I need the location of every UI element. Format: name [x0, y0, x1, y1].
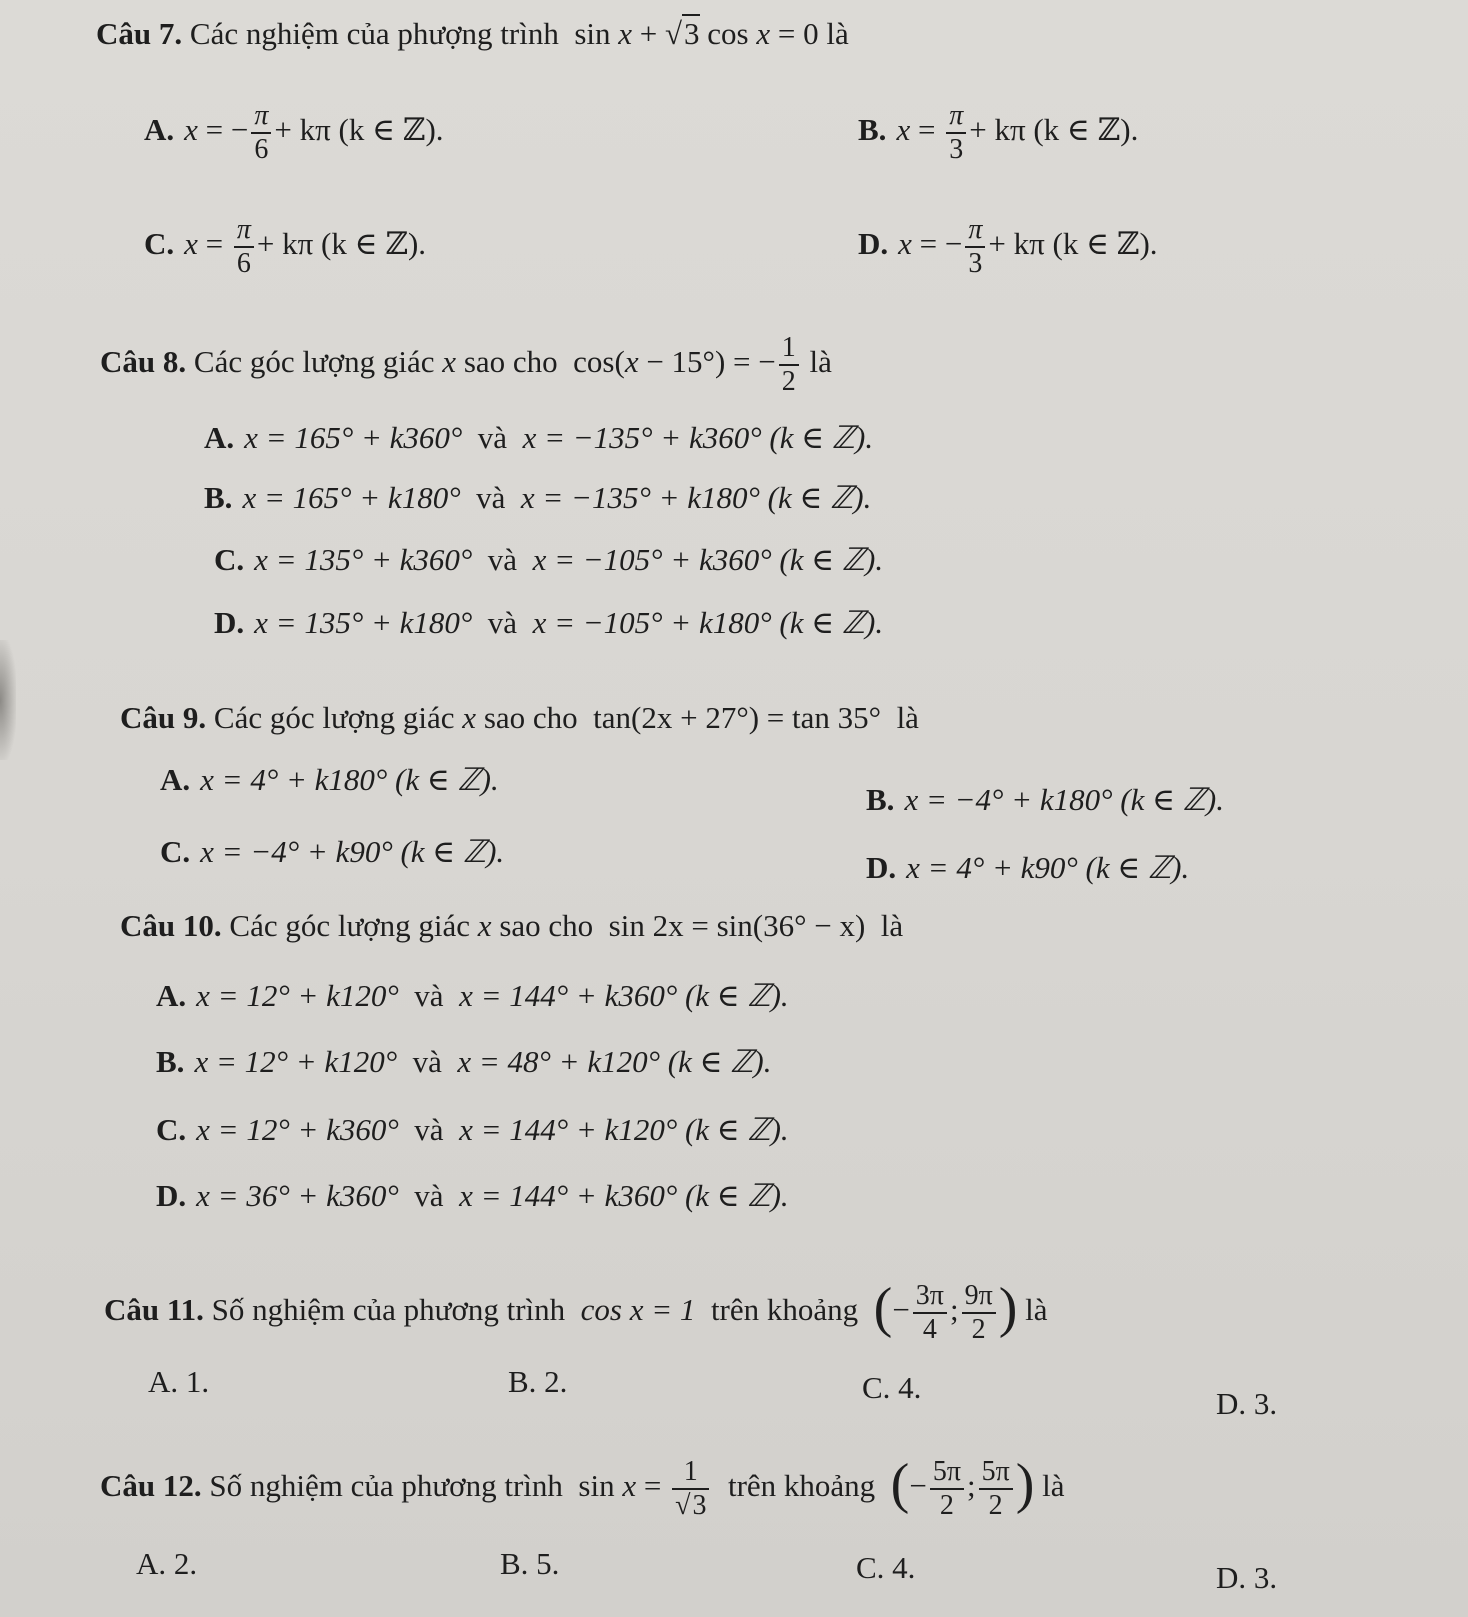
q9-c-label: C. [160, 834, 191, 869]
q8-b-label: B. [204, 480, 233, 515]
q10-b-and: và [412, 1044, 442, 1079]
q9-title: Câu 9. [120, 700, 207, 735]
q7-c-label: C. [144, 226, 175, 262]
q7-b-label: B. [858, 112, 887, 148]
q7-c-suffix: + kπ (k ∈ ℤ). [256, 226, 427, 262]
q9-option-b[interactable] [866, 780, 1224, 820]
q10-option-b[interactable] [156, 1042, 771, 1082]
q8-b-first: x = 165° + k180° [242, 480, 461, 515]
q10-d-second: x = 144° + k360° (k ∈ ℤ). [459, 1178, 789, 1213]
q9-tail: là [896, 700, 919, 735]
q9-b-label: B. [866, 782, 895, 817]
q10-b-second: x = 48° + k120° (k ∈ ℤ). [457, 1044, 772, 1079]
q8-stem: Câu 8. Các góc lượng giác x sao cho cos(x − 15°) = − $\frac{1}{2}$ là [100, 332, 832, 397]
q7-c-fraction: $\frac{\pi}{6}$ [234, 214, 254, 280]
q11-option-a[interactable]: A. 1. [148, 1364, 210, 1399]
q9-option-a[interactable] [160, 760, 499, 800]
q11-interval: (− $\frac{3\pi}{4}$ ; $\frac{9\pi}{2}$ ) [873, 1277, 1018, 1345]
q10-option-c[interactable] [156, 1110, 789, 1150]
q8-option-a[interactable] [204, 418, 873, 458]
q9-a-label: A. [160, 762, 191, 797]
q9-option-d[interactable] [866, 848, 1189, 888]
q9-lead: Các góc lượng giác [213, 700, 455, 735]
q9-equation: tan(2x + 27°) = tan 35° [593, 700, 882, 735]
q12-mid: trên khoảng [727, 1468, 876, 1504]
q7-a-label: A. [144, 112, 175, 148]
q7-option-c[interactable]: C. x = $\frac{\pi}{6}$ + kπ (k ∈ ℤ). [144, 214, 427, 279]
q11-title: Câu 11. [104, 1292, 204, 1328]
q10-b-label: B. [156, 1044, 185, 1079]
q9-c-text: x = −4° + k90° (k ∈ ℤ). [200, 834, 505, 869]
q12-option-a[interactable]: A. 2. [136, 1546, 198, 1581]
q7-option-d[interactable]: D. x = − $\frac{\pi}{3}$ + kπ (k ∈ ℤ). [858, 214, 1158, 279]
q10-option-a[interactable] [156, 976, 789, 1016]
q8-c-and: và [487, 542, 518, 577]
q11-lead: Số nghiệm của phương trình [211, 1292, 566, 1328]
q12-title: Câu 12. [100, 1468, 202, 1504]
q10-a-label: A. [156, 978, 187, 1013]
q10-a-second: x = 144° + k360° (k ∈ ℤ). [459, 978, 789, 1013]
q8-d-first: x = 135° + k180° [254, 605, 473, 640]
q12-interval: (− $\frac{5\pi}{2}$ ; $\frac{5\pi}{2}$ ) [890, 1453, 1035, 1521]
q12-tail: là [1042, 1468, 1065, 1504]
q11-option-b[interactable]: B. 2. [508, 1364, 568, 1399]
q10-b-first: x = 12° + k120° [194, 1044, 398, 1079]
q10-a-first: x = 12° + k120° [196, 978, 399, 1013]
q11-option-c[interactable]: C. 4. [862, 1370, 922, 1405]
q11-stem [104, 1277, 1048, 1346]
q8-c-label: C. [214, 542, 245, 577]
q12-lead: Số nghiệm của phương trình [209, 1468, 563, 1504]
q8-b-second: x = −135° + k180° (k ∈ ℤ). [520, 480, 872, 515]
q9-stem: Câu 9. Các góc lượng giác x sao cho tan(2x + 27°) = tan 35° là [120, 700, 919, 735]
q7-d-fraction: $\frac{\pi}{3}$ [965, 214, 985, 280]
q10-option-d[interactable] [156, 1176, 789, 1216]
q10-c-second: x = 144° + k120° (k ∈ ℤ). [459, 1112, 789, 1147]
q7-a-fraction: $\frac{\pi}{6}$ [251, 100, 271, 166]
q10-d-label: D. [156, 1178, 187, 1213]
q7-b-suffix: + kπ (k ∈ ℤ). [969, 112, 1139, 148]
q7-a-suffix: + kπ (k ∈ ℤ). [274, 112, 444, 148]
page-edge-shadow [0, 640, 16, 760]
q7-equation: sin x + √3 cos x = 0 [574, 16, 819, 51]
q8-a-and: và [477, 420, 508, 455]
q7-lead: Các nghiệm của phượng trình [189, 16, 559, 51]
q11-equation: cos x = 1 [580, 1292, 696, 1328]
q12-option-d[interactable]: D. 3. [1216, 1560, 1278, 1595]
q9-b-text: x = −4° + k180° (k ∈ ℤ). [904, 782, 1224, 817]
q8-d-second: x = −105° + k180° (k ∈ ℤ). [532, 605, 884, 640]
q8-equation: cos(x − 15°) = − $\frac{1}{2}$ [573, 344, 802, 379]
q8-c-first: x = 135° + k360° [254, 542, 473, 577]
q12-option-c[interactable]: C. 4. [856, 1550, 916, 1585]
q11-tail: là [1025, 1292, 1048, 1328]
q8-d-and: và [487, 605, 518, 640]
q11-mid: trên khoảng [710, 1292, 859, 1328]
q10-d-first: x = 36° + k360° [196, 1178, 399, 1213]
q8-tail: là [809, 344, 832, 380]
q7-tail: là [826, 16, 849, 51]
q9-d-text: x = 4° + k90° (k ∈ ℤ). [906, 850, 1190, 885]
q8-option-c[interactable] [214, 540, 883, 580]
q10-equation: sin 2x = sin(36° − x) [608, 908, 866, 943]
q7-d-label: D. [858, 226, 889, 262]
q12-equation: sin x = $\frac{1}{√3}$ [578, 1468, 712, 1503]
q10-c-first: x = 12° + k360° [196, 1112, 399, 1147]
q8-option-d[interactable] [214, 603, 883, 643]
q10-stem: Câu 10. Các góc lượng giác x sao cho sin 2x = sin(36° − x) là [120, 908, 904, 943]
q9-a-text: x = 4° + k180° (k ∈ ℤ). [200, 762, 499, 797]
q8-d-label: D. [214, 605, 245, 640]
q10-lead: Các góc lượng giác [229, 908, 471, 943]
q8-title: Câu 8. [100, 344, 187, 380]
q10-d-and: và [414, 1178, 444, 1213]
q9-option-c[interactable] [160, 832, 504, 872]
q8-a-second: x = −135° + k360° (k ∈ ℤ). [522, 420, 874, 455]
q7-title: Câu 7. [96, 16, 183, 51]
q9-mid: sao cho [483, 700, 578, 735]
q7-option-b[interactable]: B. x = $\frac{\pi}{3}$ + kπ (k ∈ ℤ). [858, 100, 1139, 165]
q8-a-first: x = 165° + k360° [244, 420, 463, 455]
q8-b-and: và [476, 480, 506, 515]
q8-a-label: A. [204, 420, 235, 455]
q10-mid: sao cho [499, 908, 594, 943]
q10-c-label: C. [156, 1112, 187, 1147]
q10-title: Câu 10. [120, 908, 222, 943]
q11-option-d[interactable]: D. 3. [1216, 1386, 1278, 1421]
q7-option-a[interactable]: A. x = − $\frac{\pi}{6}$ + kπ (k ∈ ℤ). [144, 100, 444, 165]
q10-c-and: và [414, 1112, 444, 1147]
q7-stem [96, 14, 849, 54]
q8-mid: sao cho [463, 344, 558, 380]
q8-c-second: x = −105° + k360° (k ∈ ℤ). [532, 542, 884, 577]
q12-stem [100, 1453, 1065, 1522]
q12-option-b[interactable]: B. 5. [500, 1546, 560, 1581]
q8-lead: Các góc lượng giác [193, 344, 435, 380]
q8-option-b[interactable] [204, 478, 871, 518]
q7-d-suffix: + kπ (k ∈ ℤ). [988, 226, 1158, 262]
q9-d-label: D. [866, 850, 897, 885]
q7-b-fraction: $\frac{\pi}{3}$ [946, 100, 966, 166]
q10-tail: là [880, 908, 904, 943]
q10-a-and: và [414, 978, 444, 1013]
